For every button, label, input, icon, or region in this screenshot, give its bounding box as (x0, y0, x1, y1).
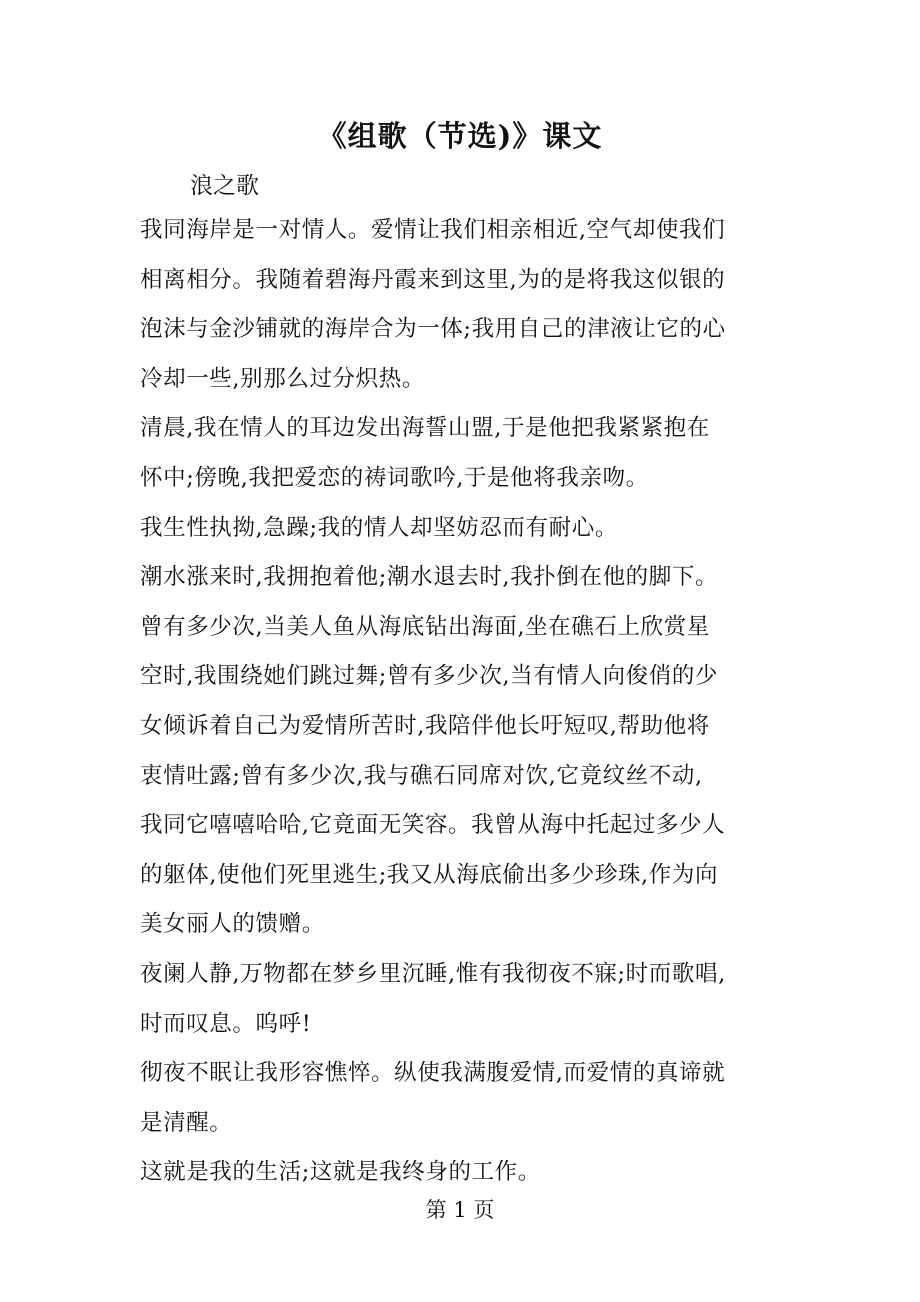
text-line: 清晨,我在情人的耳边发出海誓山盟,于是他把我紧紧抱在 (140, 415, 710, 442)
document-title: 《组歌（节选)》课文 (317, 119, 603, 153)
section-heading: 浪之歌 (190, 173, 259, 199)
text-line: 潮水涨来时,我拥抱着他;潮水退去时,我扑倒在他的脚下。 (140, 564, 719, 591)
text-line: 这就是我的生活;这就是我终身的工作。 (140, 1159, 541, 1186)
text-line: 美女丽人的馈赠。 (140, 911, 325, 938)
text-line: 空时,我围绕她们跳过舞;曾有多少次,当有情人向俊俏的少 (140, 663, 719, 690)
text-line: 女倾诉着自己为爱情所苦时,我陪伴他长吁短叹,帮助他将 (140, 712, 710, 739)
text-line: 衷情吐露;曾有多少次,我与礁石同席对饮,它竟纹丝不动, (140, 762, 703, 789)
text-line: 冷却一些,别那么过分炽热。 (140, 365, 425, 392)
page-number: 第 1 页 (425, 1198, 495, 1222)
text-line: 相离相分。我随着碧海丹霞来到这里,为的是将我这似银的 (140, 266, 726, 293)
text-line: 怀中;傍晚,我把爱恋的祷词歌吟,于是他将我亲吻。 (140, 464, 649, 491)
text-line: 泡沫与金沙铺就的海岸合为一体;我用自己的津液让它的心 (140, 316, 726, 343)
body-text (140, 211, 800, 1203)
text-line: 夜阑人静,万物都在梦乡里沉睡,惟有我彻夜不寐;时而歌唱, (140, 960, 726, 987)
text-line: 是清醒。 (140, 1109, 233, 1136)
text-line: 时而叹息。呜呼! (140, 1010, 312, 1037)
text-line: 我同它嘻嘻哈哈,它竟面无笑容。我曾从海中托起过多少人 (140, 812, 726, 839)
text-line: 彻夜不眠让我形容憔悴。纵使我满腹爱情,而爱情的真谛就 (140, 1060, 726, 1087)
text-line: 的躯体,使他们死里逃生;我又从海底偷出多少珍珠,作为向 (140, 861, 719, 888)
text-line: 曾有多少次,当美人鱼从海底钻出海面,坐在礁石上欣赏星 (140, 613, 710, 640)
text-line: 我同海岸是一对情人。爱情让我们相亲相近,空气却使我们 (140, 217, 726, 243)
text-line: 我生性执拗,急躁;我的情人却坚妨忍而有耐心。 (140, 514, 618, 541)
